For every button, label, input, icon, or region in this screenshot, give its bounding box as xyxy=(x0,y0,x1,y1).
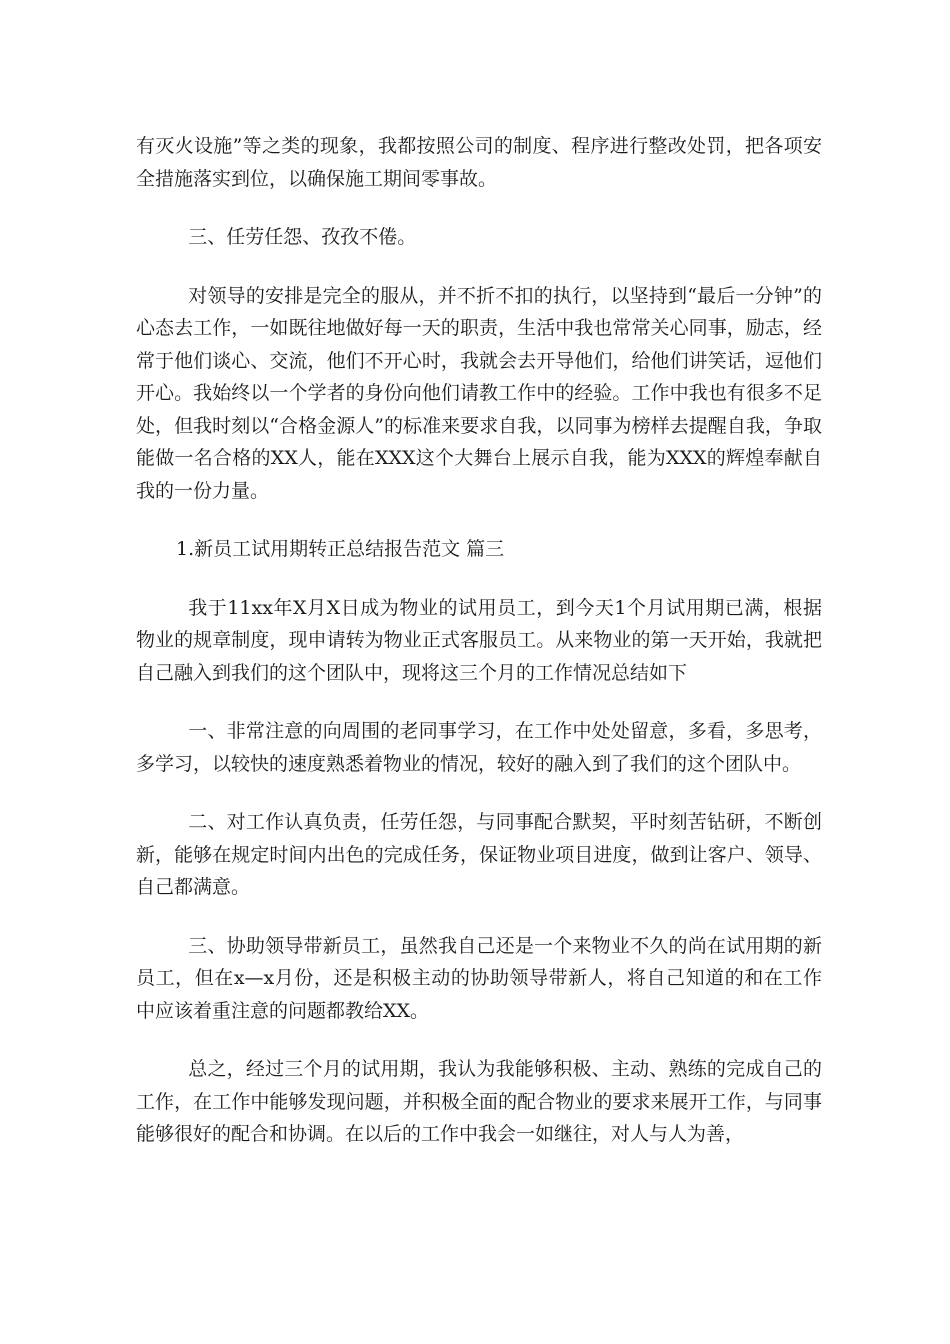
article-title-part-three: 1.新员工试用期转正总结报告范文 篇三 xyxy=(176,538,505,560)
document-body xyxy=(136,130,822,1177)
paragraph-safety-measures: 有灭火设施”等之类的现象，我都按照公司的制度、程序进行整改处罚，把各项安全措施落实到位，以确保施工期间零事故。 xyxy=(136,135,822,190)
paragraph-point-one: 一、非常注意的向周围的老同事学习，在工作中处处留意，多看，多思考，多学习，以较快的速度熟悉着物业的情况，较好的融入到了我们的这个团队中。 xyxy=(136,720,822,775)
paragraph-obey-leadership: 对领导的安排是完全的服从，并不折不扣的执行，以坚持到“最后一分钟”的心态去工作，一如既往地做好每一天的职责，生活中我也常常关心同事，励志，经常于他们谈心、交流，他们不开心时，我就会去开导他们，给他们讲笑话，逗他们开心。我始终以一个学者的身份向他们请教工作中的经验。工作中我也有很多不足处，但我时刻以“合格金源人”的标准来要求自我，以同事为榜样去提醒自我，争取能做一名合格的XX人，能在XXX这个大舞台上展示自我，能为XXX的辉煌奉献自我的一份力量。 xyxy=(136,284,822,502)
paragraph-conclusion: 总之，经过三个月的试用期，我认为我能够积极、主动、熟练的完成自己的工作，在工作中能够发现问题，并积极全面的配合物业的要求来展开工作，与同事能够很好的配合和协调。在以后的工作中我会一如继往，对人与人为善， xyxy=(136,1058,822,1145)
section-heading-diligence: 三、任劳任怨、孜孜不倦。 xyxy=(188,226,417,248)
paragraph-probation-intro: 我于11xx年X月X日成为物业的试用员工，到今天1个月试用期已满，根据物业的规章制度，现申请转为物业正式客服员工。从来物业的第一天开始，我就把自己融入到我们的这个团队中，现将这三个月的工作情况总结如下 xyxy=(136,596,822,684)
paragraph-point-three: 三、协助领导带新员工，虽然我自己还是一个来物业不久的尚在试用期的新员工，但在x—x月份，还是积极主动的协助领导带新人，将自己知道的和在工作中应该着重注意的问题都教给XX。 xyxy=(136,934,822,1022)
paragraph-point-two: 二、对工作认真负责，任劳任怨，与同事配合默契，平时刻苦钻研，不断创新，能够在规定时间内出色的完成任务，保证物业项目进度，做到让客户、领导、自己都满意。 xyxy=(136,811,822,898)
